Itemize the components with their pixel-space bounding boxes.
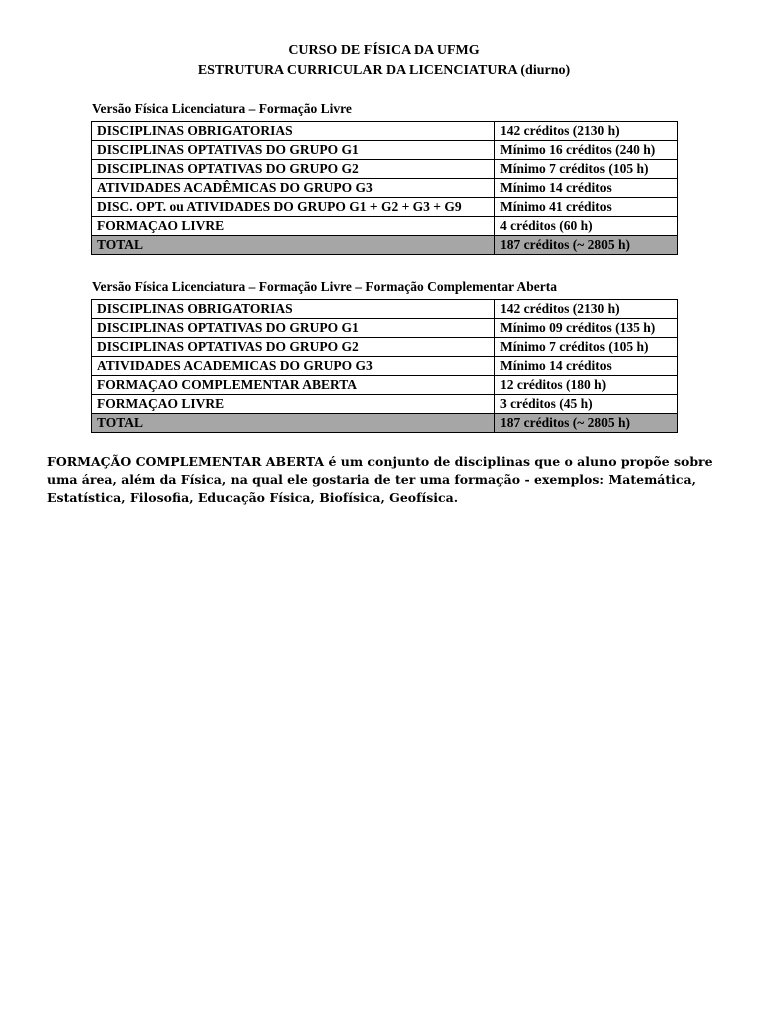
footnote-paragraph xyxy=(47,453,737,507)
discipline-name: DISCIPLINAS OPTATIVAS DO GRUPO G2 xyxy=(92,160,495,179)
discipline-name: DISC. OPT. ou ATIVIDADES DO GRUPO G1 + G2 + G3 + G9 xyxy=(92,198,495,217)
section2-table xyxy=(91,299,678,433)
discipline-credits: Mínimo 16 créditos (240 h) xyxy=(495,141,678,160)
table-row xyxy=(92,122,678,141)
discipline-credits: Mínimo 7 créditos (105 h) xyxy=(495,160,678,179)
discipline-credits: Mínimo 41 créditos xyxy=(495,198,678,217)
table-row xyxy=(92,217,678,236)
discipline-credits: Mínimo 14 créditos xyxy=(495,179,678,198)
total-credits: 187 créditos (~ 2805 h) xyxy=(495,236,678,255)
total-credits: 187 créditos (~ 2805 h) xyxy=(495,414,678,433)
discipline-name: ATIVIDADES ACADEMICAS DO GRUPO G3 xyxy=(92,357,495,376)
discipline-credits: Mínimo 09 créditos (135 h) xyxy=(495,319,678,338)
table-row xyxy=(92,160,678,179)
discipline-name: DISCIPLINAS OBRIGATORIAS xyxy=(92,122,495,141)
discipline-credits: 142 créditos (2130 h) xyxy=(495,122,678,141)
discipline-credits: Mínimo 7 créditos (105 h) xyxy=(495,338,678,357)
discipline-name: FORMAÇAO LIVRE xyxy=(92,217,495,236)
discipline-credits: 3 créditos (45 h) xyxy=(495,395,678,414)
discipline-credits: 12 créditos (180 h) xyxy=(495,376,678,395)
total-label: TOTAL xyxy=(92,414,495,433)
footnote-term: FORMAÇÃO COMPLEMENTAR ABERTA xyxy=(47,454,325,469)
section2-heading: Versão Física Licenciatura – Formação Livre – Formação Complementar Aberta xyxy=(92,279,558,294)
section1-table xyxy=(91,121,678,255)
table-row xyxy=(92,300,678,319)
table-row xyxy=(92,357,678,376)
table-row xyxy=(92,198,678,217)
discipline-name: FORMAÇAO LIVRE xyxy=(92,395,495,414)
total-row xyxy=(92,414,678,433)
discipline-credits: Mínimo 14 créditos xyxy=(495,357,678,376)
footnote-text: é um conjunto de disciplinas que o aluno propõe sobre uma área, além da Física, na qual ele gostaria de ter uma formação - exemplos: Matemática, Estatística, Filosofia, Educação Física, Biofísica, Geofísica. xyxy=(47,454,713,505)
table-row xyxy=(92,319,678,338)
table-row xyxy=(92,395,678,414)
discipline-name: DISCIPLINAS OPTATIVAS DO GRUPO G1 xyxy=(92,141,495,160)
table-row xyxy=(92,141,678,160)
discipline-name: FORMAÇAO COMPLEMENTAR ABERTA xyxy=(92,376,495,395)
discipline-name: DISCIPLINAS OPTATIVAS DO GRUPO G1 xyxy=(92,319,495,338)
section1-heading: Versão Física Licenciatura – Formação Livre xyxy=(92,101,352,116)
total-row xyxy=(92,236,678,255)
discipline-name: DISCIPLINAS OPTATIVAS DO GRUPO G2 xyxy=(92,338,495,357)
table-row xyxy=(92,179,678,198)
total-label: TOTAL xyxy=(92,236,495,255)
document-title: CURSO DE FÍSICA DA UFMG xyxy=(288,43,480,58)
document-subtitle: ESTRUTURA CURRICULAR DA LICENCIATURA (diurno) xyxy=(197,63,571,78)
table-row xyxy=(92,376,678,395)
discipline-name: DISCIPLINAS OBRIGATORIAS xyxy=(92,300,495,319)
discipline-credits: 4 créditos (60 h) xyxy=(495,217,678,236)
table-row xyxy=(92,338,678,357)
discipline-credits: 142 créditos (2130 h) xyxy=(495,300,678,319)
discipline-name: ATIVIDADES ACADÊMICAS DO GRUPO G3 xyxy=(92,179,495,198)
